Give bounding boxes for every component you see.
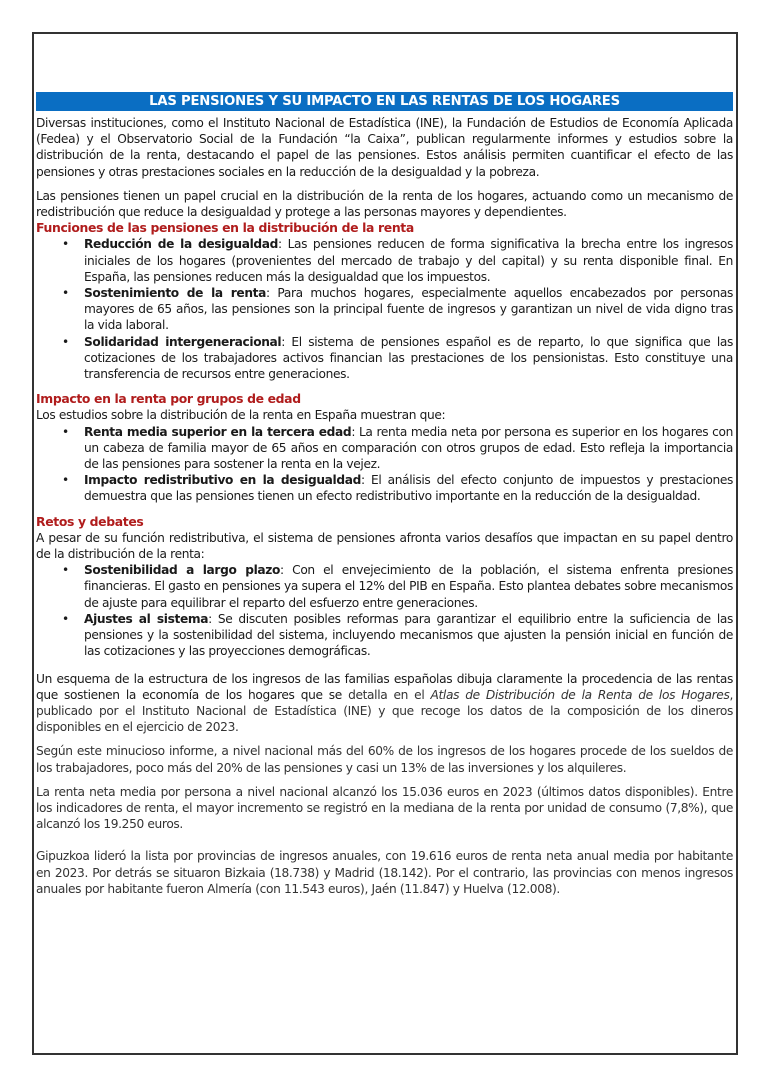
list-item-text: : La renta media neta por persona es superior en los hogares con un cabeza de familia mayor de 65 años en comparación con otros grupos de edad. Esto refleja la importancia de las pensiones para sostener la renta en la vejez. <box>84 424 733 472</box>
list-item-term: Renta media superior en la tercera edad <box>84 424 352 439</box>
list-item-text: : El sistema de pensiones español es de reparto, lo que significa que las cotizaciones de los trabajadores activos financian las prestaciones de los pensionistas. Esto constituye una transferencia de recursos entre generaciones. <box>84 334 733 382</box>
section-heading-impacto: Impacto en la renta por grupos de edad <box>36 391 301 407</box>
section-2-bullet-list <box>36 424 733 505</box>
list-item <box>62 285 733 334</box>
section-heading-funciones: Funciones de las pensiones en la distribución de la renta <box>36 220 414 236</box>
closing-p1-part1: Un esquema de la estructura de los ingresos de las familias españolas dibuja claramente la procedencia de las rentas que sostienen la economía de los hogares que se <box>36 671 733 702</box>
list-item-text: : Las pensiones reducen de forma significativa la brecha entre los ingresos iniciales de los hogares (provenientes del mercado de trabajo y del capital) y su renta disponible final. En España, las pensiones reducen más la desigualdad que los impuestos. <box>84 237 733 284</box>
closing-paragraph-1 <box>36 671 733 736</box>
list-item-term: Reducción de la desigualdad <box>84 237 279 252</box>
section-2-lead: Los estudios sobre la distribución de la renta en España muestran que: <box>36 408 446 423</box>
document-title: LAS PENSIONES Y SU IMPACTO EN LAS RENTAS DE LOS HOGARES <box>36 92 733 111</box>
list-item-term: Impacto redistributivo en la desigualdad <box>84 473 361 488</box>
bullet-icon: • <box>62 424 69 439</box>
bullet-icon: • <box>62 563 69 578</box>
closing-p1-part2: detalla en el <box>348 687 431 702</box>
section-1-bullet-list <box>36 236 733 382</box>
bullet-icon: • <box>62 286 69 301</box>
bullet-icon: • <box>62 473 69 488</box>
bullet-icon: • <box>62 237 69 252</box>
closing-paragraph-2: Según este minucioso informe, a nivel nacional más del 60% de los ingresos de los hogares procede de los sueldos de los trabajadores, poco más del 20% de las pensiones y casi un 13% de las inversiones y los alquileres. <box>36 744 733 775</box>
section-3-bullet-list <box>36 562 733 659</box>
list-item-term: Sostenimiento de la renta <box>84 286 267 301</box>
bullet-icon: • <box>62 334 69 349</box>
list-item-text: : El análisis del efecto conjunto de impuestos y prestaciones demuestra que las pensiones tienen un efecto redistributivo importante en la reducción de la desigualdad. <box>84 473 733 504</box>
list-item <box>62 236 733 285</box>
closing-p1-part3: , publicado por el Instituto Nacional de Estadística (INE) y que recoge los datos de la composición de los dineros disponibles en el ejercicio de 2023. <box>36 687 733 735</box>
intro-paragraph-2: Las pensiones tienen un papel crucial en la distribución de la renta de los hogares, actuando como un mecanismo de redistribución que reduce la desigualdad y protege a las personas mayores y dependientes. <box>36 188 733 220</box>
list-item <box>62 472 733 504</box>
list-item-text: : Se discuten posibles reformas para garantizar el equilibrio entre la suficiencia de las pensiones y la sostenibilidad del sistema, incluyendo mecanismos que ajusten la pensión inicial en función de las cotizaciones y las proyecciones demográficas. <box>84 611 733 659</box>
section-heading-retos: Retos y debates <box>36 513 144 529</box>
atlas-title: Atlas de Distribución de la Renta de los Hogares <box>430 687 730 702</box>
list-item <box>62 611 733 660</box>
list-item-term: Sostenibilidad a largo plazo <box>84 563 281 578</box>
list-item-term: Solidaridad intergeneracional <box>84 334 282 349</box>
list-item <box>62 334 733 383</box>
bullet-icon: • <box>62 611 69 626</box>
list-item <box>62 562 733 611</box>
list-item <box>62 424 733 473</box>
section-3-lead: A pesar de su función redistributiva, el sistema de pensiones afronta varios desafíos que impactan en su papel dentro de la distribución de la renta: <box>36 530 733 562</box>
closing-paragraph-4: Gipuzkoa lideró la lista por provincias de ingresos anuales, con 19.616 euros de renta neta anual media por habitante en 2023. Por detrás se situaron Bizkaia (18.738) y Madrid (18.142). Por el contrario, las provincias con menos ingresos anuales por habitante fueron Almería (con 11.543 euros), Jaén (11.847) y Huelva (12.008). <box>36 849 733 896</box>
list-item-term: Ajustes al sistema <box>84 611 209 626</box>
intro-paragraph-1: Diversas instituciones, como el Instituto Nacional de Estadística (INE), la Fundación de Estudios de Economía Aplicada (Fedea) y el Observatorio Social de la Fundación “la Caixa”, publican regularmente informes y estudios sobre la distribución de la renta, destacando el papel de las pensiones. Estos análisis permiten cuantificar el efecto de las pensiones y otras prestaciones sociales en la reducción de la desigualdad y la pobreza. <box>36 116 733 179</box>
list-item-text: : Con el envejecimiento de la población, el sistema enfrenta presiones financieras. El gasto en pensiones ya supera el 12% del PIB en España. Esto plantea debates sobre mecanismos de ajuste para equilibrar el reparto del esfuerzo entre generaciones. <box>84 563 733 610</box>
document-body <box>36 92 733 897</box>
list-item-text: : Para muchos hogares, especialmente aquellos encabezados por personas mayores de 65 años, las pensiones son la principal fuente de ingresos y garantizan un nivel de vida digno tras la vida laboral. <box>84 286 733 333</box>
closing-paragraph-3: La renta neta media por persona a nivel nacional alcanzó los 15.036 euros en 2023 (últimos datos disponibles). Entre los indicadores de renta, el mayor incremento se registró en la mediana de la renta por unidad de consumo (7,8%), que alcanzó los 19.250 euros. <box>36 784 733 832</box>
